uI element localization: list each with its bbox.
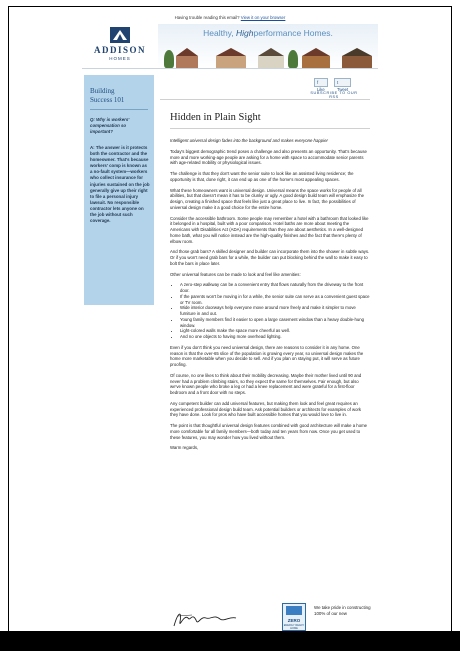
article-paragraph: What these homeowners want is universal design. Universal means the space works for people of all abilities, but that doesn't mean it has to be clunky or ugly. A good design build team will emphasize the design, creating a finished space that feels like just a great place to live. In fact, the possibilities of universal design make it a good choice for the entire home. — [170, 187, 364, 210]
house-photo-icon — [216, 48, 246, 68]
house-photo-icon — [176, 48, 198, 68]
article-intro: Intelligent universal design fades into the background and makes everyone happier — [170, 138, 328, 143]
list-item: • Young family members find it easier to open a large casement window than a heavy double-hung window. — [180, 317, 370, 329]
article-paragraph: The challenge is that they don't want the senior suite to look like an assisted living residence; the opportunity is that, done right, it can end up as one of the home's most appealing spaces. — [170, 171, 354, 182]
logo-name: ADDISON — [93, 45, 146, 55]
sidebar-building-success — [84, 75, 154, 305]
feature-list — [170, 282, 370, 340]
top-note — [9, 15, 451, 20]
content-divider — [160, 99, 370, 100]
list-item: • If the parents won't be moving in for a while, the senior suite can serve as a convenient guest space or TV room. — [180, 294, 370, 306]
list-item: • Wide interior doorways help everyone move around more freely and make it simpler to move furniture in and out. — [180, 305, 370, 317]
subscribe-rss-link[interactable]: SUBSCRIBE TO OUR RSS — [310, 91, 358, 99]
zero-energy-badge-icon — [282, 603, 306, 631]
signature-image — [170, 604, 250, 634]
house-photo-icon — [258, 48, 284, 68]
article-body — [170, 138, 370, 456]
house-photo-icon — [342, 48, 372, 68]
article-paragraph: Consider the accessible bathroom. Some people may remember a hotel with a bathroom that looked like it belonged in a hospital, built with a poor comparison. Hotel baths are more about meeting the Americans with Disabilities Act (ADA) requirements than they are about aesthetics. In a well-designed home bath, what you will notice instead are the high-quality finishes and the fact that there's plenty of elbow room. — [170, 215, 369, 244]
top-note-text: Having trouble reading this email? — [174, 15, 240, 20]
logo-house-icon — [110, 27, 130, 43]
article-paragraph: Any competent builder can add universal features, but making them look and feel great requires an experienced professional design build team. Ask potential builders or architects for examples of work they have done. Look for pros who have built accessible homes that you would love to live in. — [170, 400, 362, 418]
title-divider — [170, 128, 370, 129]
bottom-bar — [0, 631, 460, 651]
footer-pride-text: We take pride in constructing 100% of our new — [314, 605, 371, 616]
logo-sub: HOMES — [109, 56, 131, 61]
sidebar-divider — [90, 109, 148, 110]
email-header — [82, 24, 378, 69]
sidebar-title: Building Success 101 — [90, 87, 125, 104]
article-paragraph: And those grab bars? A skilled designer and builder can incorporate them into the shower in subtle ways. Or if you won't need grab bars for a while, the builder can put blocking behind the wall to make it easy to bolt the bars in place later. — [170, 249, 370, 266]
article-paragraph: Even if you don't think you need universal design, there are reasons to consider it in any home. One reason is that the over-65 slice of the population is growing every year, so universal design makes the home more marketable when you decide to sell. And if you plan on staying put, it will serve as future proofing. — [170, 344, 364, 367]
badge-label: ZERO — [287, 618, 301, 623]
view-in-browser-link[interactable]: View it on your browser — [240, 15, 286, 20]
tree-icon — [288, 50, 298, 68]
header-banner — [158, 24, 378, 68]
facebook-like-button[interactable]: f Like — [314, 78, 328, 87]
article-title: Hidden in Plain Sight — [170, 112, 261, 123]
badge-sublabel: ENERGY READY HOME — [283, 624, 305, 630]
header-tagline: Healthy, Highperformance Homes. — [203, 28, 333, 38]
sidebar-question: Q: Why is workers' compensation so important? — [90, 117, 130, 134]
addison-logo[interactable] — [82, 24, 158, 68]
list-item: • And no one objects to having more overhead lighting. — [180, 334, 370, 340]
article-paragraph: The point is that thoughtful universal design features combined with good architecture will make a home more comfortable for all family members—both today and ten years from now. Once you get used to these features, you may wonder how you lived without them. — [170, 423, 368, 440]
sidebar-answer: A: The answer is it protects both the contractor and the homeowner. That's because workers' comp is known as a no-fault system—workers who collect insurance for injuries sustained on the job generally give up their right to file a personal injury lawsuit. No responsible contractor lets anyone on the job without such coverage. — [90, 145, 150, 224]
closing: Warm regards, — [170, 445, 199, 451]
tweet-button[interactable]: t Tweet — [334, 78, 351, 87]
article-paragraph: Today's biggest demographic trend poses a challenge and also presents an opportunity. That's because more and more working-age people are asking for a home with space to accommodate senior parents with age-related mobility or physiological issues. — [170, 148, 367, 166]
article-paragraph: Other universal features can be made to look and feel like amenities: — [170, 271, 301, 277]
tree-icon — [164, 50, 174, 68]
list-item: • Light-colored walls make the space more cheerful as well. — [180, 328, 370, 334]
list-item: • A zero-step walkway can be a convenient entry that flows naturally from the driveway to the front door. — [180, 282, 370, 294]
article-paragraph: Of course, no one likes to think about their mobility decreasing. Maybe their mother lived until 90 and never had a problem climbing stairs, so they expect the same for themselves. Fair enough, but also we've known people who broke a leg or had a knee replacement and were grateful for a first-floor bedroom and a front door with no steps. — [170, 372, 362, 395]
house-photo-icon — [302, 48, 330, 68]
